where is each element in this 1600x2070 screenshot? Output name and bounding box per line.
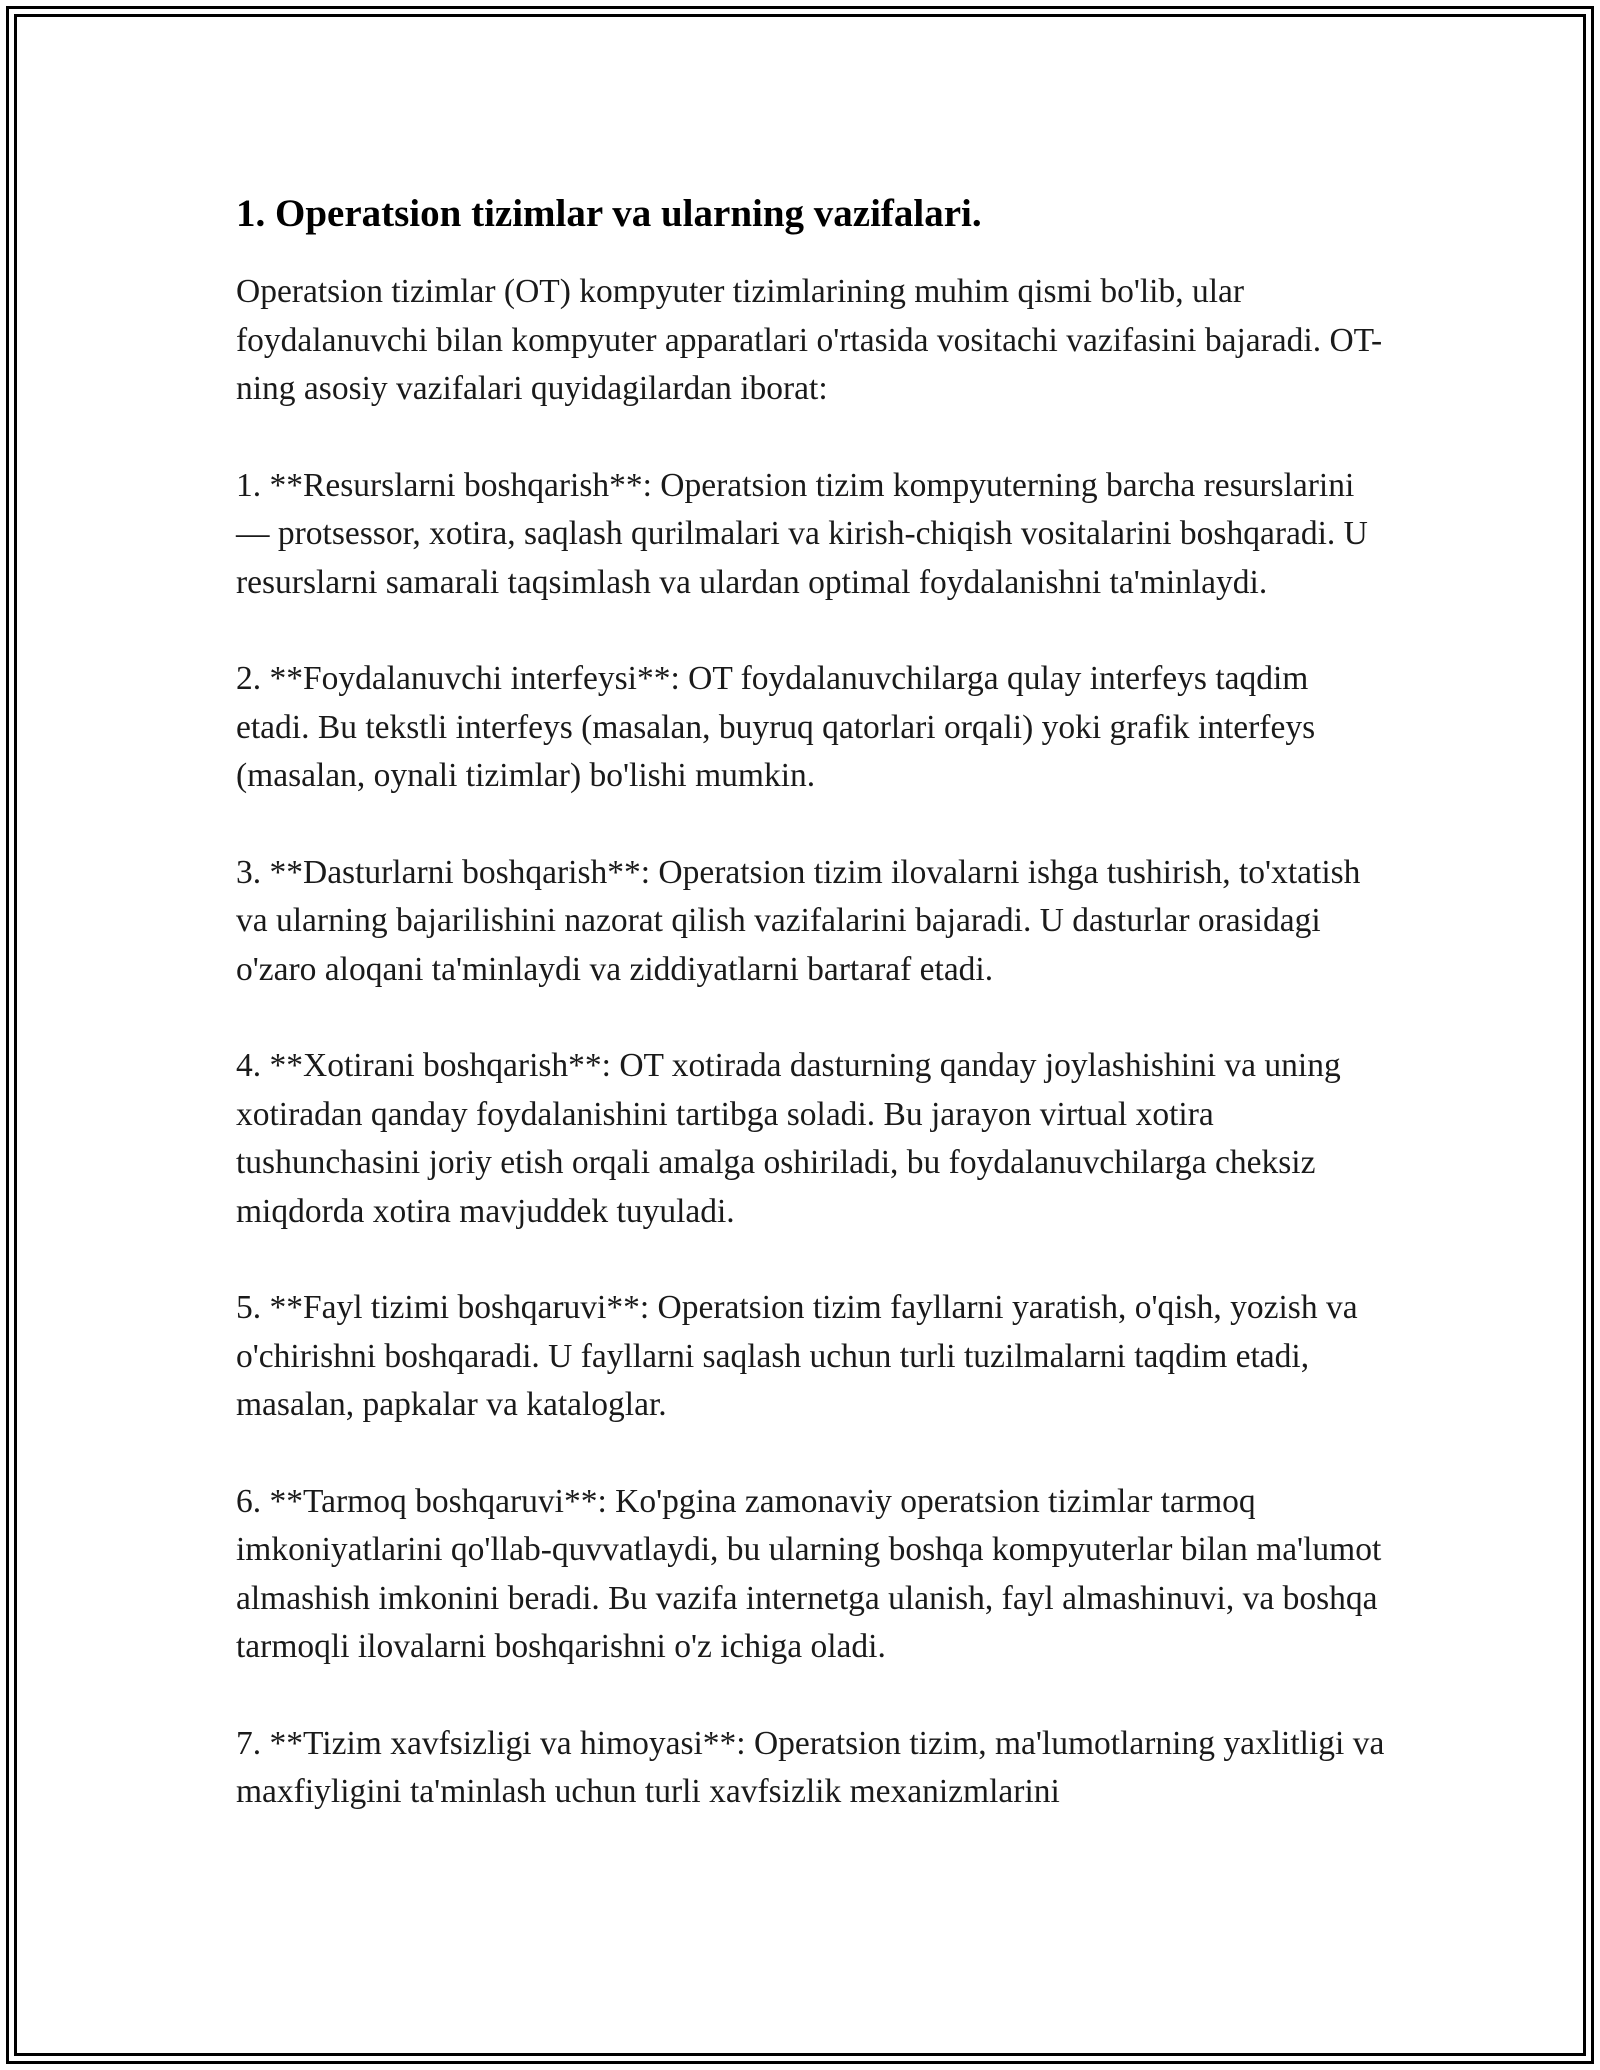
paragraph-security: 7. **Tizim xavfsizligi va himoyasi**: Operatsion tizim, ma'lumotlarning yaxlitligi va maxfiyligini ta'minlash uchun turli xavfsizlik mexanizmlarini [236, 1724, 1385, 1810]
paragraph-program-management: 3. **Dasturlarni boshqarish**: Operatsion tizim ilovalarni ishga tushirish, to'xtatish va ularning bajarilishini nazorat qilish vazifalarini bajaradi. U dasturlar orasidagi o'zaro aloqani ta'minlaydi va ziddiyatlarni bartaraf etadi. [236, 853, 1361, 988]
paragraph-file-system: 5. **Fayl tizimi boshqaruvi**: Operatsion tizim fayllarni yaratish, o'qish, yozish va o'chirishni boshqaradi. U fayllarni saqlash uchun turli tuzilmalarni taqdim etadi, masalan, papkalar va kataloglar. [236, 1289, 1358, 1423]
paragraph-memory-management: 4. **Xotirani boshqarish**: OT xotirada dasturning qanday joylashishini va uning xotiradan qanday foydalanishini tartibga soladi. Bu jarayon virtual xotira tushunchasini joriy etish orqali amalga oshiriladi, bu foydalanuvchilarga cheksiz miqdorda xotira mavjuddek tuyuladi. [236, 1047, 1341, 1230]
paragraph-user-interface: 2. **Foydalanuvchi interfeysi**: OT foydalanuvchilarga qulay interfeys taqdim etadi. Bu tekstli interfeys (masalan, buyruq qatorlari orqali) yoki grafik interfeys (masalan, oynali tizimlar) bo'lishi mumkin. [236, 660, 1316, 794]
paragraph-intro: Operatsion tizimlar (OT) kompyuter tizimlarining muhim qismi bo'lib, ular foydalanuvchi bilan kompyuter apparatlari o'rtasida vositachi vazifasini bajaradi. OT-ning asosiy vazifalari quyidagilardan iborat: [236, 273, 1383, 407]
document-title: 1. Operatsion tizimlar va ularning vazifalari. [236, 192, 982, 235]
paragraph-network-management: 6. **Tarmoq boshqaruvi**: Ko'pgina zamonaviy operatsion tizimlar tarmoq imkoniyatlarini qo'llab-quvvatlaydi, bu ularning boshqa kompyuterlar bilan ma'lumot almashish imkonini beradi. Bu vazifa internetga ulanish, fayl almashinuvi, va boshqa tarmoqli ilovalarni boshqarishni o'z ichiga oladi. [236, 1482, 1382, 1665]
document-body [236, 186, 1386, 1817]
paragraph-resource-management: 1. **Resurslarni boshqarish**: Operatsion tizim kompyuterning barcha resurslarini — protsessor, xotira, saqlash qurilmalari va kirish-chiqish vositalarini boshqaradi. U resurslarni samarali taqsimlash va ulardan optimal foydalanishni ta'minlaydi. [236, 466, 1368, 601]
